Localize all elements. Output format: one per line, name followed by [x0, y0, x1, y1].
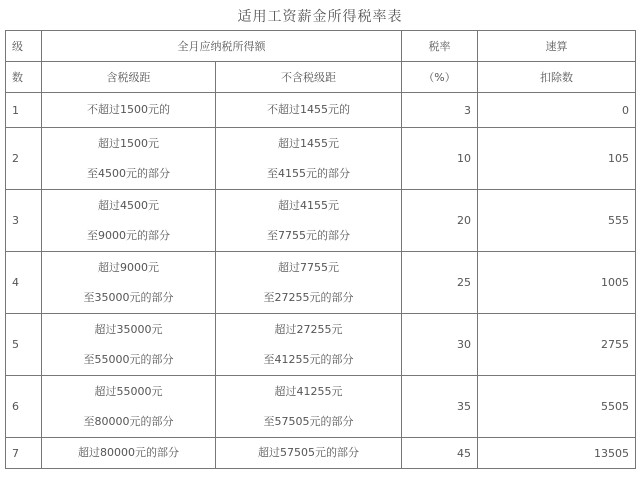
header-deduction-top: 速算 [478, 31, 636, 62]
with-tax-cell [42, 252, 216, 314]
table-row [6, 314, 636, 376]
with-tax-line: 至4500元的部分 [87, 166, 170, 180]
table-row [6, 252, 636, 314]
without-tax-cell [216, 190, 402, 252]
with-tax-line: 不超过1500元的 [87, 103, 170, 116]
level-cell: 7 [6, 438, 42, 469]
level-cell: 4 [6, 252, 42, 314]
without-tax-line: 超过1455元 [278, 136, 339, 150]
without-tax-line: 至7755元的部分 [267, 228, 350, 242]
header-rate-top: 税率 [402, 31, 478, 62]
header-rate-bottom: （%） [402, 62, 478, 93]
with-tax-cell [42, 93, 216, 128]
without-tax-cell [216, 93, 402, 128]
table-row [6, 376, 636, 438]
header-deduction-bottom: 扣除数 [478, 62, 636, 93]
header-row-bottom [6, 62, 636, 93]
with-tax-line: 超过80000元的部分 [78, 446, 179, 459]
with-tax-line: 至55000元的部分 [83, 352, 174, 366]
with-tax-line: 超过9000元 [98, 260, 159, 274]
header-with-tax: 含税级距 [42, 62, 216, 93]
level-cell: 3 [6, 190, 42, 252]
header-row-top [6, 31, 636, 62]
without-tax-line: 至57505元的部分 [263, 414, 354, 428]
without-tax-line: 超过7755元 [278, 260, 339, 274]
deduction-cell: 105 [478, 128, 636, 190]
with-tax-line: 至80000元的部分 [83, 414, 174, 428]
without-tax-line: 超过41255元 [274, 384, 343, 398]
without-tax-line: 至41255元的部分 [263, 352, 354, 366]
without-tax-line: 至27255元的部分 [263, 290, 354, 304]
rate-cell: 30 [402, 314, 478, 376]
with-tax-line: 至9000元的部分 [87, 228, 170, 242]
tax-rate-table [5, 30, 636, 469]
with-tax-cell [42, 190, 216, 252]
header-taxable-income: 全月应纳税所得额 [42, 31, 402, 62]
rate-cell: 20 [402, 190, 478, 252]
level-cell: 5 [6, 314, 42, 376]
with-tax-line: 超过4500元 [98, 198, 159, 212]
table-row [6, 190, 636, 252]
with-tax-line: 超过35000元 [94, 322, 163, 336]
with-tax-cell [42, 314, 216, 376]
without-tax-line: 超过57505元的部分 [258, 446, 359, 459]
with-tax-cell [42, 376, 216, 438]
without-tax-line: 超过27255元 [274, 322, 343, 336]
deduction-cell: 555 [478, 190, 636, 252]
level-cell: 6 [6, 376, 42, 438]
table-title: 适用工资薪金所得税率表 [237, 9, 403, 25]
rate-cell: 25 [402, 252, 478, 314]
with-tax-line: 超过55000元 [94, 384, 163, 398]
rate-cell: 45 [402, 438, 478, 469]
level-cell: 1 [6, 93, 42, 128]
without-tax-cell [216, 376, 402, 438]
without-tax-cell [216, 128, 402, 190]
table-row [6, 438, 636, 469]
header-without-tax: 不含税级距 [216, 62, 402, 93]
with-tax-cell [42, 128, 216, 190]
table-row [6, 93, 636, 128]
deduction-cell: 13505 [478, 438, 636, 469]
rate-cell: 35 [402, 376, 478, 438]
deduction-cell: 1005 [478, 252, 636, 314]
with-tax-line: 至35000元的部分 [83, 290, 174, 304]
level-cell: 2 [6, 128, 42, 190]
without-tax-cell [216, 438, 402, 469]
table-body [6, 93, 636, 469]
header-level-bottom: 数 [6, 62, 42, 93]
table-row [6, 128, 636, 190]
without-tax-cell [216, 314, 402, 376]
without-tax-cell [216, 252, 402, 314]
without-tax-line: 至4155元的部分 [267, 166, 350, 180]
without-tax-line: 不超过1455元的 [267, 103, 350, 116]
deduction-cell: 5505 [478, 376, 636, 438]
header-level-top: 级 [6, 31, 42, 62]
with-tax-cell [42, 438, 216, 469]
without-tax-line: 超过4155元 [278, 198, 339, 212]
with-tax-line: 超过1500元 [98, 136, 159, 150]
rate-cell: 3 [402, 93, 478, 128]
deduction-cell: 2755 [478, 314, 636, 376]
deduction-cell: 0 [478, 93, 636, 128]
rate-cell: 10 [402, 128, 478, 190]
